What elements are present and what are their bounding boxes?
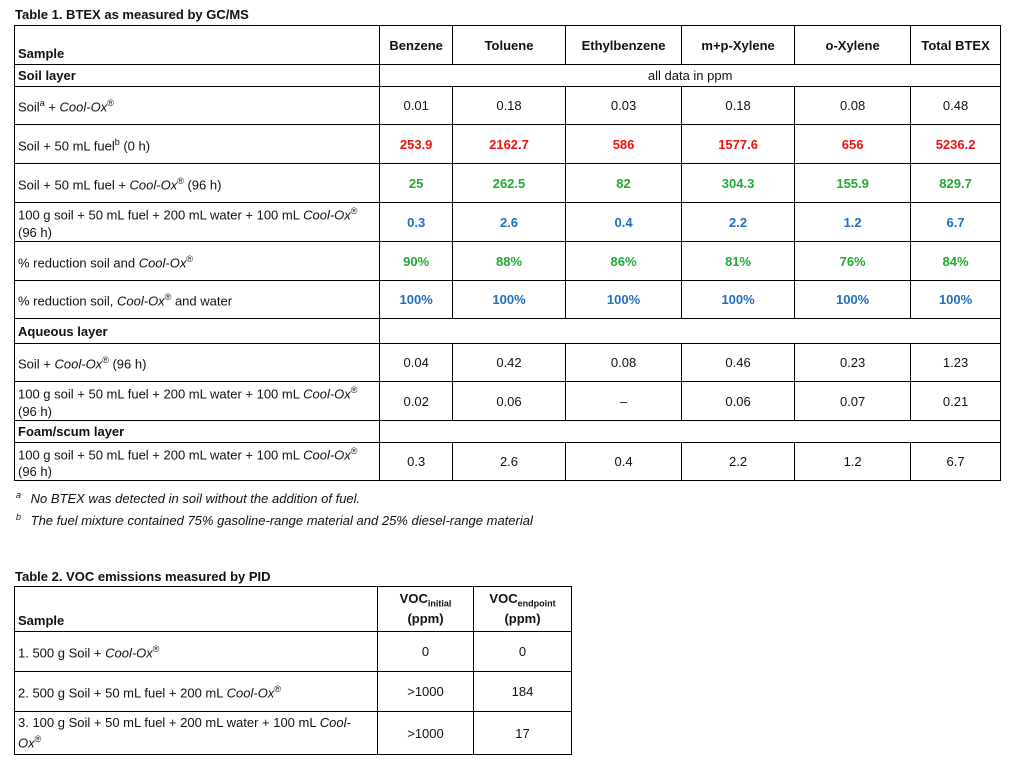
sample-cell: [15, 281, 380, 319]
cell-benzene: 0.04: [380, 344, 453, 382]
header-mp-xylene: m+p-Xylene: [682, 26, 795, 65]
sample-text: (0 h): [119, 138, 151, 154]
cell-benzene: 90%: [380, 242, 453, 281]
sample-cell: [15, 125, 380, 164]
cell-o-xylene: 1.2: [795, 203, 911, 242]
table-row: [15, 203, 1001, 242]
sample-text: +: [44, 99, 60, 115]
cell-mp-xylene: 0.06: [682, 382, 795, 421]
header-sample: Sample: [15, 26, 380, 65]
cell-toluene: 0.18: [452, 87, 565, 125]
sample-text: (96 h): [108, 356, 147, 372]
product-name: Cool-Ox: [18, 715, 351, 751]
sample-cell: [15, 672, 378, 712]
registered-mark: ®: [350, 446, 358, 456]
section-foam-spacer: [380, 421, 1001, 443]
cell-ethylbenzene: 586: [566, 125, 682, 164]
cell-o-xylene: 0.08: [795, 87, 911, 125]
t2-header-initial-sub: initial: [427, 598, 452, 609]
footnote-b-mark: b: [16, 512, 22, 522]
table-row: [15, 632, 572, 672]
cell-o-xylene: 0.07: [795, 382, 911, 421]
table2-caption: Table 2. VOC emissions measured by PID: [15, 569, 271, 584]
t2-header-endpoint: [474, 587, 572, 632]
cell-benzene: 100%: [380, 281, 453, 319]
registered-mark: ®: [164, 292, 172, 303]
cell-mp-xylene: 2.2: [682, 443, 795, 481]
sample-text: 100 g soil + 50 mL fuel + 200 mL water + 100 mL: [18, 207, 304, 223]
product-name: Cool-Ox: [226, 685, 275, 701]
cell-voc-initial: 0: [378, 632, 474, 672]
table-row: [15, 281, 1001, 319]
cell-ethylbenzene: 86%: [566, 242, 682, 281]
sample-text: (96 h): [18, 464, 52, 480]
footnote-b: [16, 512, 533, 528]
cell-toluene: 2.6: [452, 443, 565, 481]
units-note: all data in ppm: [380, 65, 1001, 87]
registered-mark: ®: [34, 734, 42, 745]
table-row: [15, 344, 1001, 382]
table2: [14, 586, 572, 755]
cell-total-btex: 5236.2: [911, 125, 1001, 164]
registered-mark: ®: [186, 253, 194, 264]
t2-header-initial-main: VOC: [399, 590, 428, 606]
sample-text: (96 h): [183, 177, 222, 193]
cell-mp-xylene: 2.2: [682, 203, 795, 242]
registered-mark: ®: [350, 206, 358, 217]
footnote-mark: b: [114, 136, 120, 147]
product-name: Cool-Ox: [303, 207, 351, 223]
sample-text: 100 g soil + 50 mL fuel + 200 mL water + 100 mL: [18, 447, 304, 463]
cell-o-xylene: 155.9: [795, 164, 911, 203]
cell-toluene: 88%: [452, 242, 565, 281]
registered-mark: ®: [107, 98, 114, 109]
cell-mp-xylene: 304.3: [682, 164, 795, 203]
cell-o-xylene: 100%: [795, 281, 911, 319]
cell-ethylbenzene: –: [566, 382, 682, 421]
registered-mark: ®: [102, 355, 109, 366]
header-ethylbenzene: Ethylbenzene: [566, 26, 682, 65]
cell-toluene: 100%: [452, 281, 565, 319]
sample-cell: [15, 443, 380, 481]
t2-header-initial: [378, 587, 474, 632]
cell-benzene: 25: [380, 164, 453, 203]
section-row-aqueous: [15, 319, 1001, 344]
footnote-a: [16, 490, 360, 506]
cell-voc-endpoint: 0: [474, 632, 572, 672]
sample-cell: [15, 712, 378, 755]
header-benzene: Benzene: [380, 26, 453, 65]
sample-text: Soil + 50 mL fuel +: [18, 177, 130, 193]
cell-total-btex: 100%: [911, 281, 1001, 319]
cell-voc-initial: >1000: [378, 712, 474, 755]
sample-cell: [15, 382, 380, 421]
header-total-btex: Total BTEX: [911, 26, 1001, 65]
cell-total-btex: 0.21: [911, 382, 1001, 421]
table-row: [15, 242, 1001, 281]
table-row: [15, 712, 572, 755]
table-row: [15, 443, 1001, 481]
cell-total-btex: 6.7: [911, 443, 1001, 481]
sample-cell: [15, 242, 380, 281]
table1-caption: Table 1. BTEX as measured by GC/MS: [15, 7, 249, 22]
table-row: [15, 87, 1001, 125]
cell-benzene: 0.02: [380, 382, 453, 421]
cell-toluene: 2162.7: [452, 125, 565, 164]
cell-o-xylene: 656: [795, 125, 911, 164]
cell-total-btex: 829.7: [911, 164, 1001, 203]
cell-voc-initial: >1000: [378, 672, 474, 712]
t2-header-initial-unit: (ppm): [407, 611, 444, 627]
cell-ethylbenzene: 0.4: [566, 443, 682, 481]
section-row-foam: [15, 421, 1001, 443]
registered-mark: ®: [152, 644, 160, 655]
footnote-a-mark: a: [16, 490, 22, 500]
product-name: Cool-Ox: [129, 177, 178, 193]
t2-header-sample: Sample: [15, 587, 378, 632]
sample-text: Soil +: [18, 356, 55, 372]
section-row-soil: [15, 65, 1001, 87]
footnote-a-text: No BTEX was detected in soil without the addition of fuel.: [30, 491, 361, 507]
sample-cell: [15, 344, 380, 382]
sample-cell: [15, 87, 380, 125]
section-aqueous-spacer: [380, 319, 1001, 344]
registered-mark: ®: [274, 684, 281, 695]
cell-total-btex: 0.48: [911, 87, 1001, 125]
cell-toluene: 262.5: [452, 164, 565, 203]
header-o-xylene: o-Xylene: [795, 26, 911, 65]
sample-text: (96 h): [18, 224, 52, 240]
table-row: [15, 164, 1001, 203]
product-name: Cool-Ox: [54, 356, 103, 372]
sample-cell: [15, 203, 380, 242]
cell-toluene: 0.42: [452, 344, 565, 382]
cell-toluene: 2.6: [452, 203, 565, 242]
cell-total-btex: 6.7: [911, 203, 1001, 242]
sample-cell: [15, 164, 380, 203]
sample-text: 3. 100 g Soil + 50 mL fuel + 200 mL water + 100 mL: [18, 715, 320, 731]
cell-toluene: 0.06: [452, 382, 565, 421]
sample-text: and water: [171, 293, 233, 309]
sample-text: (96 h): [18, 403, 52, 419]
registered-mark: ®: [350, 385, 358, 396]
footnote-mark: a: [39, 98, 45, 109]
product-name: Cool-Ox: [138, 255, 187, 271]
section-label-foam: Foam/scum layer: [15, 421, 380, 443]
t2-header-endpoint-unit: (ppm): [504, 611, 541, 627]
section-label-aqueous: Aqueous layer: [15, 319, 380, 344]
cell-total-btex: 84%: [911, 242, 1001, 281]
footnote-b-text: The fuel mixture contained 75% gasoline-range material and 25% diesel-range material: [30, 513, 533, 529]
cell-mp-xylene: 100%: [682, 281, 795, 319]
cell-mp-xylene: 1577.6: [682, 125, 795, 164]
product-name: Cool-Ox: [303, 447, 351, 463]
cell-benzene: 0.3: [380, 443, 453, 481]
sample-text: Soil + 50 mL fuel: [18, 138, 115, 154]
header-toluene: Toluene: [452, 26, 565, 65]
cell-benzene: 253.9: [380, 125, 453, 164]
registered-mark: ®: [177, 175, 184, 186]
cell-o-xylene: 1.2: [795, 443, 911, 481]
cell-mp-xylene: 81%: [682, 242, 795, 281]
cell-ethylbenzene: 0.03: [566, 87, 682, 125]
sample-text: % reduction soil,: [18, 293, 117, 309]
product-name: Cool-Ox: [117, 293, 165, 309]
sample-text: % reduction soil and: [18, 255, 139, 271]
cell-ethylbenzene: 0.4: [566, 203, 682, 242]
cell-ethylbenzene: 0.08: [566, 344, 682, 382]
sample-cell: [15, 632, 378, 672]
cell-benzene: 0.01: [380, 87, 453, 125]
product-name: Cool-Ox: [59, 99, 108, 115]
cell-o-xylene: 76%: [795, 242, 911, 281]
t2-header-endpoint-main: VOC: [489, 590, 518, 606]
cell-mp-xylene: 0.46: [682, 344, 795, 382]
cell-mp-xylene: 0.18: [682, 87, 795, 125]
table-row: [15, 672, 572, 712]
product-name: Cool-Ox: [105, 645, 153, 661]
cell-voc-endpoint: 17: [474, 712, 572, 755]
table-row: [15, 382, 1001, 421]
cell-benzene: 0.3: [380, 203, 453, 242]
sample-text: 1. 500 g Soil +: [18, 645, 106, 661]
table1: [14, 25, 1001, 481]
cell-ethylbenzene: 100%: [566, 281, 682, 319]
table1-header-row: [15, 26, 1001, 65]
sample-text: 2. 500 g Soil + 50 mL fuel + 200 mL: [18, 685, 227, 701]
table2-header-row: [15, 587, 572, 632]
cell-total-btex: 1.23: [911, 344, 1001, 382]
table-row: [15, 125, 1001, 164]
t2-header-endpoint-sub: endpoint: [517, 598, 556, 609]
cell-voc-endpoint: 184: [474, 672, 572, 712]
cell-ethylbenzene: 82: [566, 164, 682, 203]
sample-text: 100 g soil + 50 mL fuel + 200 mL water + 100 mL: [18, 386, 304, 402]
product-name: Cool-Ox: [303, 386, 351, 402]
sample-text: Soil: [18, 99, 40, 115]
cell-o-xylene: 0.23: [795, 344, 911, 382]
section-label-soil: Soil layer: [15, 65, 380, 87]
